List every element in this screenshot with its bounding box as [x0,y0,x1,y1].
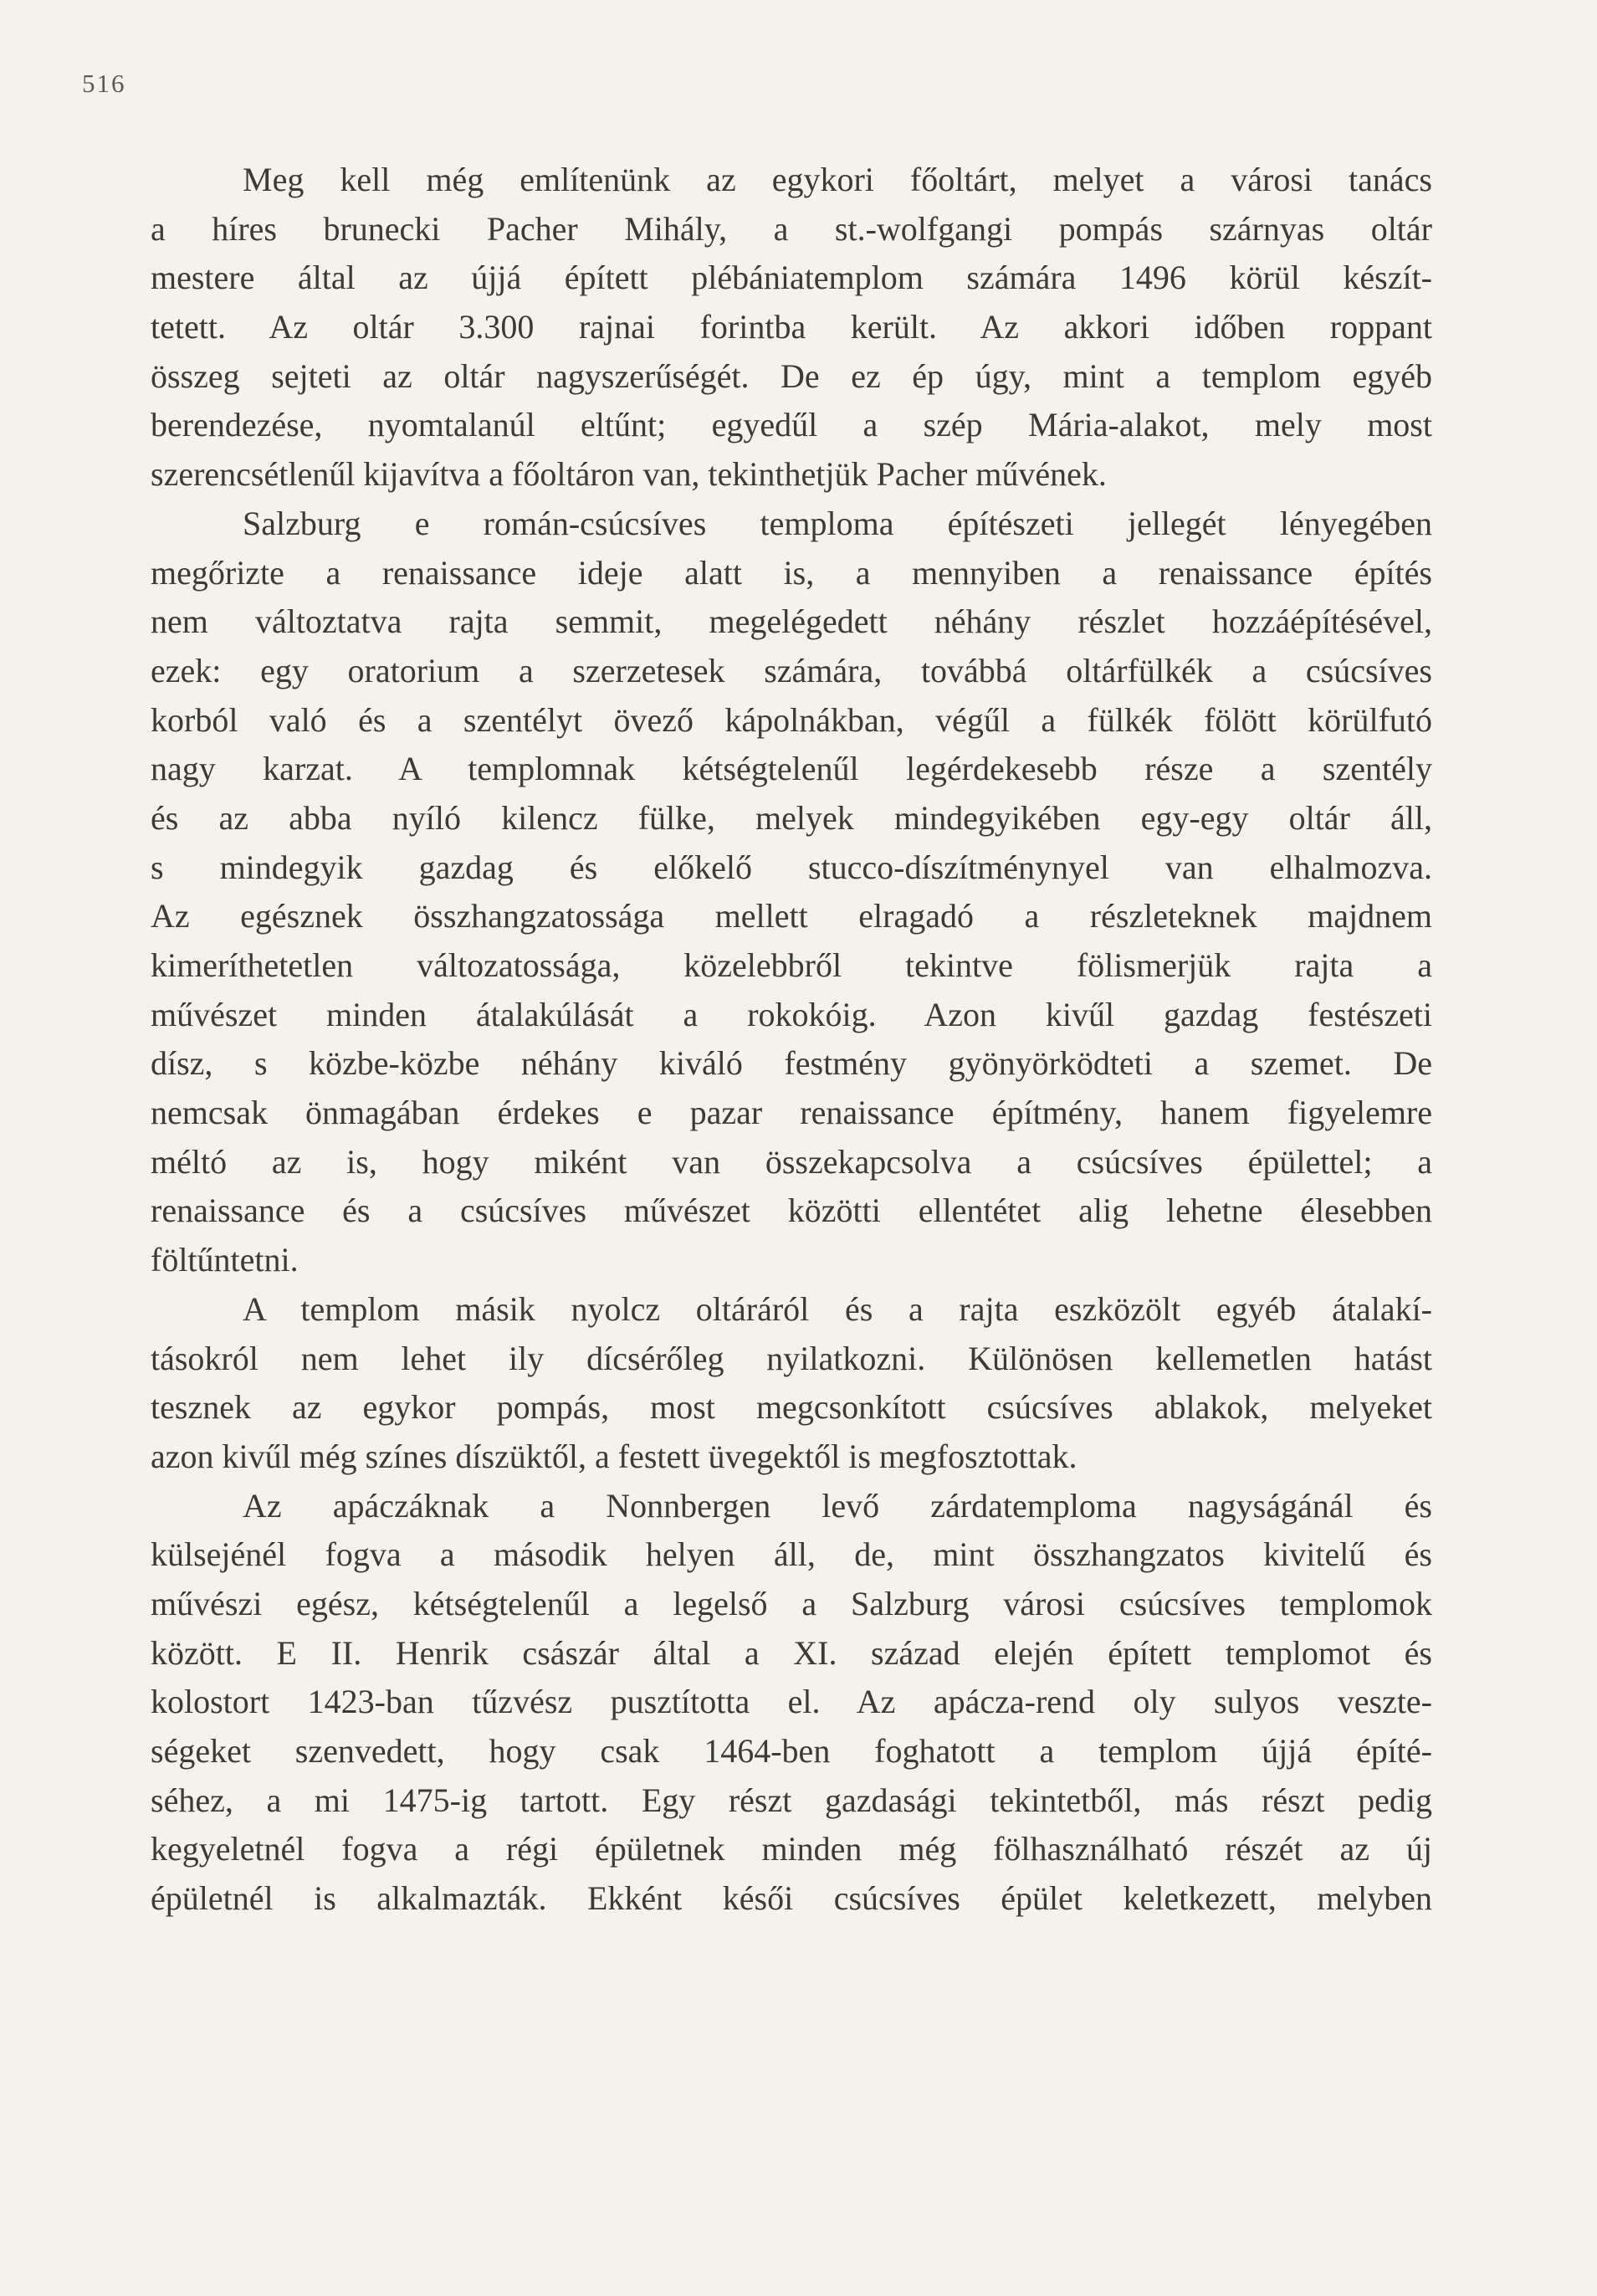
text-line: kolostort 1423-ban tűzvész pusztította el. Az apácza-rend oly sulyos veszte- [151,1683,1432,1721]
text-line: korból való és a szentélyt övező kápolnákban, végűl a fülkék fölött körülfutó [151,700,1432,739]
text-line: ségeket szenvedett, hogy csak 1464-ben foghatott a templom újjá építé- [151,1732,1432,1770]
text-line: A templom másik nyolcz oltáráról és a rajta eszközölt egyéb átalakí- [243,1289,1432,1328]
text-line: renaissance és a csúcsíves művészet közötti ellentétet alig lehetne élesebben [151,1192,1432,1230]
text-line: ezek: egy oratorium a szerzetesek számára, továbbá oltárfülkék a csúcsíves [151,651,1432,689]
text-line: mestere által az újjá épített plébániatemplom számára 1496 körül készít- [151,259,1432,297]
text-line: méltó az is, hogy miként van összekapcsolva a csúcsíves épülettel; a [151,1142,1432,1181]
text-line: dísz, s közbe-közbe néhány kiváló festmény gyönyörködteti a szemet. De [151,1044,1432,1083]
text-line: megőrizte a renaissance ideje alatt is, a mennyiben a renaissance építés [151,553,1432,592]
text-line: szerencsétlenűl kijavítva a főoltáron van, tekinthetjük Pacher művének. [151,455,1107,494]
body-text [151,156,1432,1924]
text-line: művészi egész, kétségtelenűl a legelső a Salzburg városi csúcsíves templomok [151,1584,1432,1622]
text-line: kegyeletnél fogva a régi épületnek minden még fölhasználható részét az új [151,1830,1432,1868]
text-line: Az egésznek összhangzatossága mellett elragadó a részleteknek majdnem [151,897,1432,935]
text-line: tetett. Az oltár 3.300 rajnai forintba került. Az akkori időben roppant [151,308,1432,346]
text-line: tásokról nem lehet ily dícsérőleg nyilatkozni. Különösen kellemetlen hatást [151,1339,1432,1377]
text-line: külsejénél fogva a második helyen áll, de, mint összhangzatos kivitelű és [151,1535,1432,1574]
text-line: kimeríthetetlen változatossága, közelebbről tekintve fölismerjük rajta a [151,946,1432,984]
text-line: nem változtatva rajta semmit, megelégedett néhány részlet hozzáépítésével, [151,602,1432,641]
text-line: berendezése, nyomtalanúl eltűnt; egyedűl a szép Mária-alakot, mely most [151,406,1432,444]
text-line: tesznek az egykor pompás, most megcsonkított csúcsíves ablakok, melyeket [151,1388,1432,1427]
text-line: és az abba nyíló kilencz fülke, melyek mindegyikében egy-egy oltár áll, [151,798,1432,837]
text-line: művészet minden átalakúlását a rokokóig. Azon kivűl gazdag festészeti [151,995,1432,1033]
text-line: Az apáczáknak a Nonnbergen levő zárdatemploma nagyságánál és [243,1486,1432,1525]
text-line: Salzburg e román-csúcsíves temploma építészeti jellegét lényegében [243,504,1432,542]
text-line: a híres brunecki Pacher Mihály, a st.-wolfgangi pompás szárnyas oltár [151,209,1432,248]
text-line: épületnél is alkalmazták. Ekként késői csúcsíves épület keletkezett, melyben [151,1879,1432,1918]
text-line: nemcsak önmagában érdekes e pazar renaissance építmény, hanem figyelemre [151,1094,1432,1132]
text-line: között. E II. Henrik császár által a XI. század elején épített templomot és [151,1633,1432,1672]
text-line: Meg kell még említenünk az egykori főoltárt, melyet a városi tanács [243,161,1432,198]
text-line: föltűntetni. [151,1241,299,1279]
text-line: azon kivűl még színes díszüktől, a festett üvegektől is megfosztottak. [151,1437,1077,1475]
text-line: összeg sejteti az oltár nagyszerűségét. De ez ép úgy, mint a templom egyéb [151,356,1432,395]
page-number: 516 [82,69,126,98]
text-line: séhez, a mi 1475-ig tartott. Egy részt gazdasági tekintetből, más részt pedig [151,1781,1432,1819]
text-line: s mindegyik gazdag és előkelő stucco-díszítménynyel van elhalmozva. [151,848,1432,886]
text-line: nagy karzat. A templomnak kétségtelenűl legérdekesebb része a szentély [151,750,1432,788]
